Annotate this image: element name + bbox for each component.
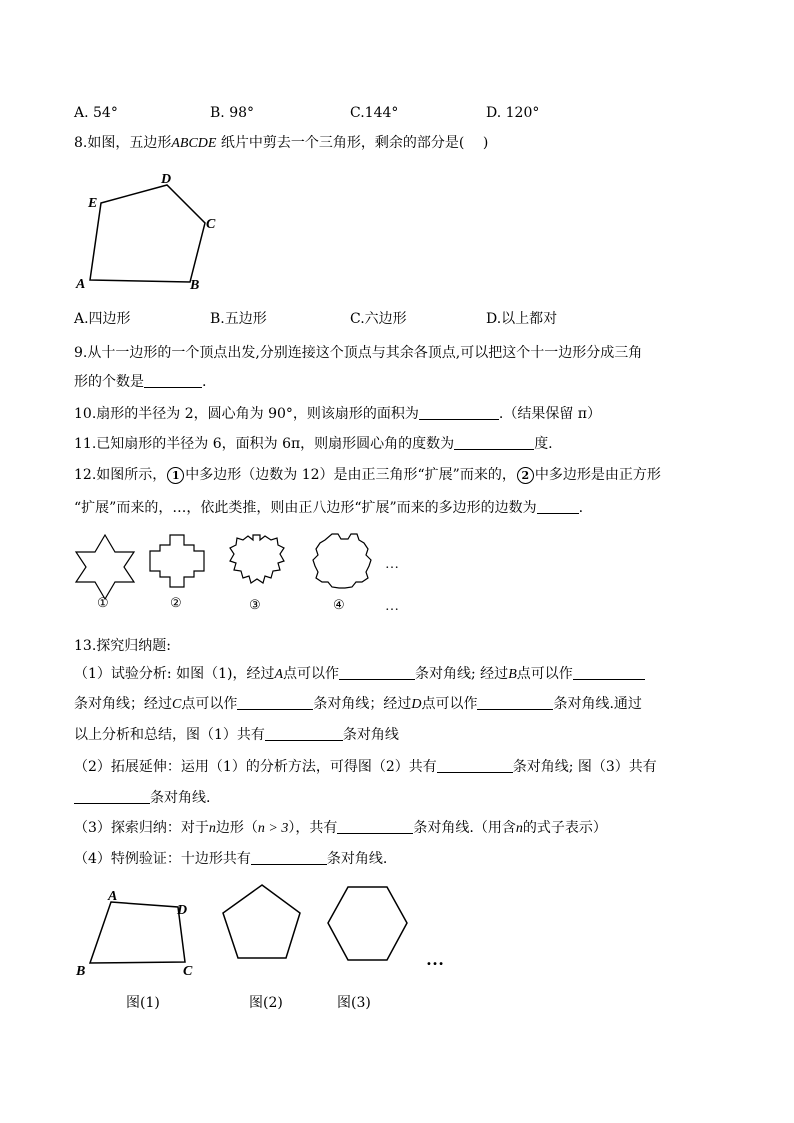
q11-question: 11.已知扇形的半径为 6，面积为 6π，则扇形圆心角的度数为 度. <box>74 436 553 452</box>
q11-answer-blank[interactable] <box>454 435 534 450</box>
vertex-b-label: B <box>190 278 200 293</box>
q10-answer-blank[interactable] <box>419 405 499 420</box>
pentagon-shape <box>90 185 205 282</box>
expanded-pentagon-shape <box>230 535 284 583</box>
q13-blank-formula[interactable] <box>337 819 413 834</box>
q7-option-b: B. 98° <box>210 105 255 121</box>
q8-option-b: B.五边形 <box>210 311 267 327</box>
q13-blank-b[interactable] <box>573 665 645 680</box>
q13-part1-line3: 以上分析和总结，图（1）共有 条对角线 <box>74 727 399 743</box>
q7-option-d: D. 120° <box>486 105 540 121</box>
q13-blank-fig2[interactable] <box>437 758 513 773</box>
vertex-e-label: E <box>88 196 98 211</box>
figure-label-1: ① <box>97 595 109 610</box>
q8-option-c: C.六边形 <box>350 311 407 327</box>
q7-option-a: A. 54° <box>74 105 118 121</box>
caption-fig3: 图(3) <box>337 995 371 1011</box>
cross-shape <box>150 535 204 587</box>
q9-line1: 9.从十一边形的一个顶点出发,分别连接这个顶点与其余各顶点,可以把这个十一边形分成三角 <box>74 345 643 361</box>
figure-label-3: ③ <box>249 597 261 612</box>
q13-title: 13.探究归纳题: <box>74 638 171 654</box>
star-shape <box>76 535 134 599</box>
q8-question: 8.如图，五边形ABCDE 纸片中剪去一个三角形，剩余的部分是( ) <box>74 135 489 151</box>
q13-blank-decagon[interactable] <box>251 850 327 865</box>
q12-answer-blank[interactable] <box>537 499 579 514</box>
quad-vertex-a: A <box>108 889 118 904</box>
q12-line2: “扩展”而来的，…，依此类推，则由正八边形“扩展”而来的多边形的边数为 . <box>74 500 584 516</box>
q12-line1: 12.如图所示， 1 中多边形（边数为 12）是由正三角形“扩展”而来的， 2 中多边形是由正方形 <box>74 467 661 483</box>
caption-fig1: 图(1) <box>126 995 160 1011</box>
q13-part2-line1: （2）拓展延伸：运用（1）的分析方法，可得图（2）共有 条对角线; 图（3）共有 <box>74 759 657 775</box>
regular-pentagon-shape <box>223 885 300 958</box>
regular-hexagon-shape <box>328 887 407 960</box>
figure-ref-2: 2 <box>517 467 534 484</box>
q13-part4: （4）特例验证：十边形共有 条对角线. <box>74 851 388 867</box>
q10-question: 10.扇形的半径为 2，圆心角为 90°，则该扇形的面积为 .（结果保留 π） <box>74 406 601 422</box>
q13-blank-fig3[interactable] <box>74 789 150 804</box>
q13-part1-line1: （1）试验分析: 如图（1)，经过A点可以作 条对角线; 经过B点可以作 <box>74 664 645 685</box>
q9-answer-blank[interactable] <box>144 373 202 388</box>
figure-ref-1: 1 <box>167 467 184 484</box>
figure-label-2: ② <box>170 595 182 610</box>
q13-blank-a[interactable] <box>339 665 415 680</box>
quad-vertex-c: C <box>183 964 193 979</box>
vertex-c-label: C <box>206 217 216 232</box>
figures-ellipsis: … <box>426 949 444 969</box>
quad-vertex-d: D <box>177 903 188 918</box>
quadrilateral-shape <box>90 902 188 963</box>
q12-expanded-polygons-figure <box>66 530 416 615</box>
vertex-a-label: A <box>76 277 86 292</box>
figure-label-4: ④ <box>333 597 345 612</box>
q9-line2: 形的个数是 . <box>74 374 207 390</box>
vertex-d-label: D <box>161 172 172 187</box>
caption-fig2: 图(2) <box>249 995 283 1011</box>
ellipsis-top: … <box>385 557 399 572</box>
q13-part2-line2: 条对角线. <box>74 788 210 808</box>
q13-blank-d[interactable] <box>477 695 553 710</box>
ellipsis-bottom: … <box>385 599 399 614</box>
q7-option-c: C.144° <box>350 105 399 121</box>
q8-option-d: D.以上都对 <box>486 311 558 327</box>
expanded-hexagon-shape <box>313 534 371 588</box>
q13-part3: （3）探索归纳：对于n边形（n > 3），共有 条对角线.（用含n的式子表示） <box>74 820 607 836</box>
q8-pentagon-figure <box>70 165 230 295</box>
q13-blank-total1[interactable] <box>265 726 343 741</box>
quad-vertex-b: B <box>76 964 86 979</box>
q13-blank-c[interactable] <box>237 695 313 710</box>
q13-part1-line2: 条对角线；经过C点可以作 条对角线；经过D点可以作 条对角线.通过 <box>74 696 642 712</box>
q8-option-a: A.四边形 <box>74 311 131 327</box>
q13-figures <box>70 880 460 985</box>
